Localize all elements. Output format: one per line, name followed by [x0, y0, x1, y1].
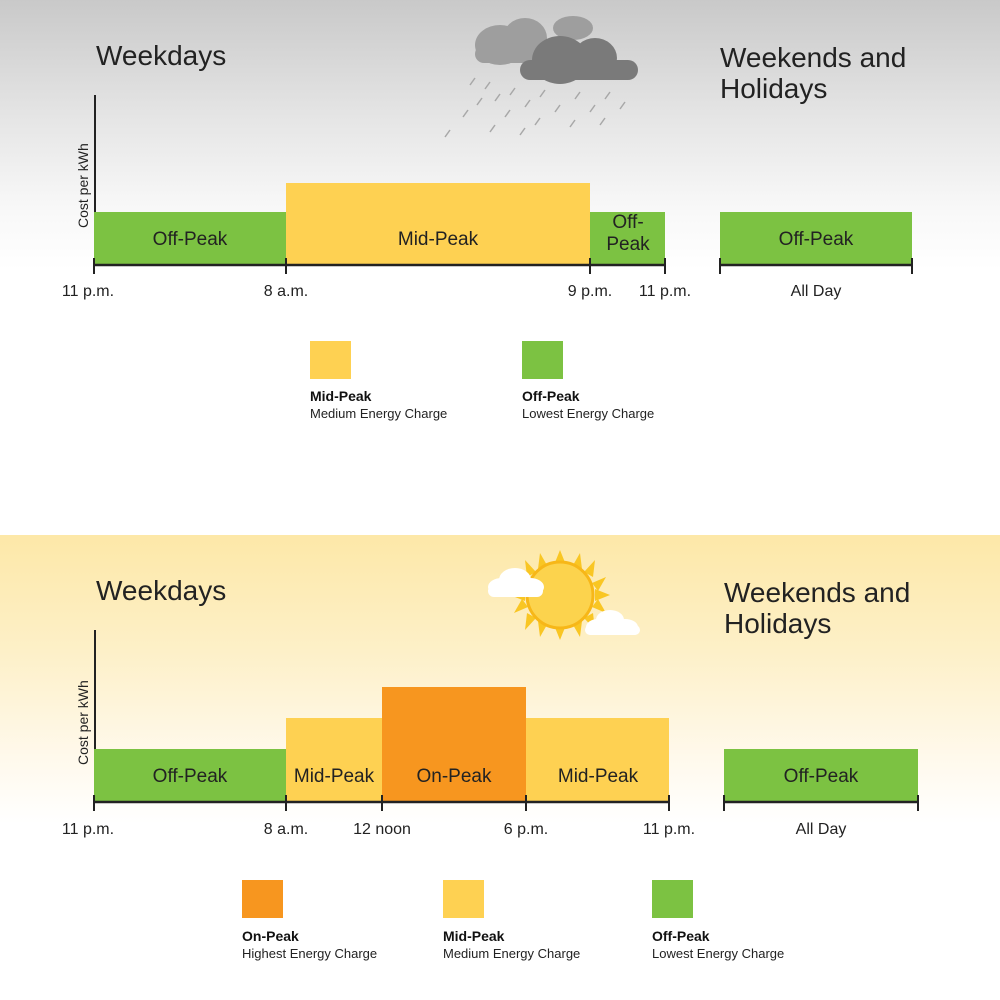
legend-desc-off-peak: Lowest Energy Charge — [652, 946, 785, 961]
bar-label-mid-peak: Mid-Peak — [557, 766, 639, 787]
weekdays-title: Weekdays — [96, 575, 227, 606]
bar-label-mid-peak: Mid-Peak — [293, 766, 375, 787]
legend-desc-mid-peak: Medium Energy Charge — [310, 406, 448, 421]
tick-label-11-p-m: 11 p.m. — [61, 821, 115, 838]
legend-name-mid-peak: Mid-Peak — [443, 928, 505, 944]
tick-label-11-p-m: 11 p.m. — [638, 283, 692, 300]
legend-name-on-peak: On-Peak — [242, 928, 299, 944]
tick-label-11-p-m: 11 p.m. — [642, 821, 696, 838]
tick-label-all-day: All Day — [790, 283, 842, 300]
weekends-title-line-2: Holidays — [720, 73, 828, 104]
bar-mid-peak-1 — [286, 718, 382, 802]
tick-label-6-p-m: 6 p.m. — [503, 821, 549, 838]
legend-desc-mid-peak: Medium Energy Charge — [443, 946, 581, 961]
legend-name-off-peak: Off-Peak — [522, 388, 580, 404]
bar-label-mid-peak: Mid-Peak — [397, 229, 479, 250]
tick-label-8-a-m: 8 a.m. — [263, 283, 309, 300]
winter-y-axis-label: Cost per kWh — [75, 143, 91, 228]
weekends-title-line-2: Holidays — [724, 608, 832, 639]
legend-swatch-mid-peak — [443, 880, 484, 918]
legend-swatch-on-peak — [242, 880, 283, 918]
tick-label-9-p-m: 9 p.m. — [567, 283, 613, 300]
weekends-title-line-1: Weekends and — [724, 577, 911, 608]
bar-label-off-peak: Off- — [612, 212, 644, 233]
weekends-title-line-1: Weekends and — [720, 42, 907, 73]
legend-swatch-off-peak — [652, 880, 693, 918]
summer-y-axis-label: Cost per kWh — [75, 680, 91, 765]
bar-label-off-peak: Off-Peak — [152, 766, 228, 787]
legend-name-mid-peak: Mid-Peak — [310, 388, 372, 404]
tick-label-all-day: All Day — [795, 821, 847, 838]
legend-desc-off-peak: Lowest Energy Charge — [522, 406, 655, 421]
tick-label-12-noon: 12 noon — [353, 821, 411, 838]
legend-name-off-peak: Off-Peak — [652, 928, 710, 944]
bar-label-weekend-off-peak: Off-Peak — [783, 766, 859, 787]
bar-label-weekend-off-peak: Off-Peak — [778, 229, 854, 250]
weekdays-title: Weekdays — [96, 40, 227, 71]
bar-label-off-peak: Off-Peak — [152, 229, 228, 250]
tick-label-8-a-m: 8 a.m. — [263, 821, 309, 838]
bar-label-on-peak: On-Peak — [416, 766, 492, 787]
bar-mid-peak-3 — [526, 718, 669, 802]
tick-label-11-p-m: 11 p.m. — [61, 283, 115, 300]
bar-label-off-peak: Peak — [606, 234, 650, 255]
legend-desc-on-peak: Highest Energy Charge — [242, 946, 378, 961]
